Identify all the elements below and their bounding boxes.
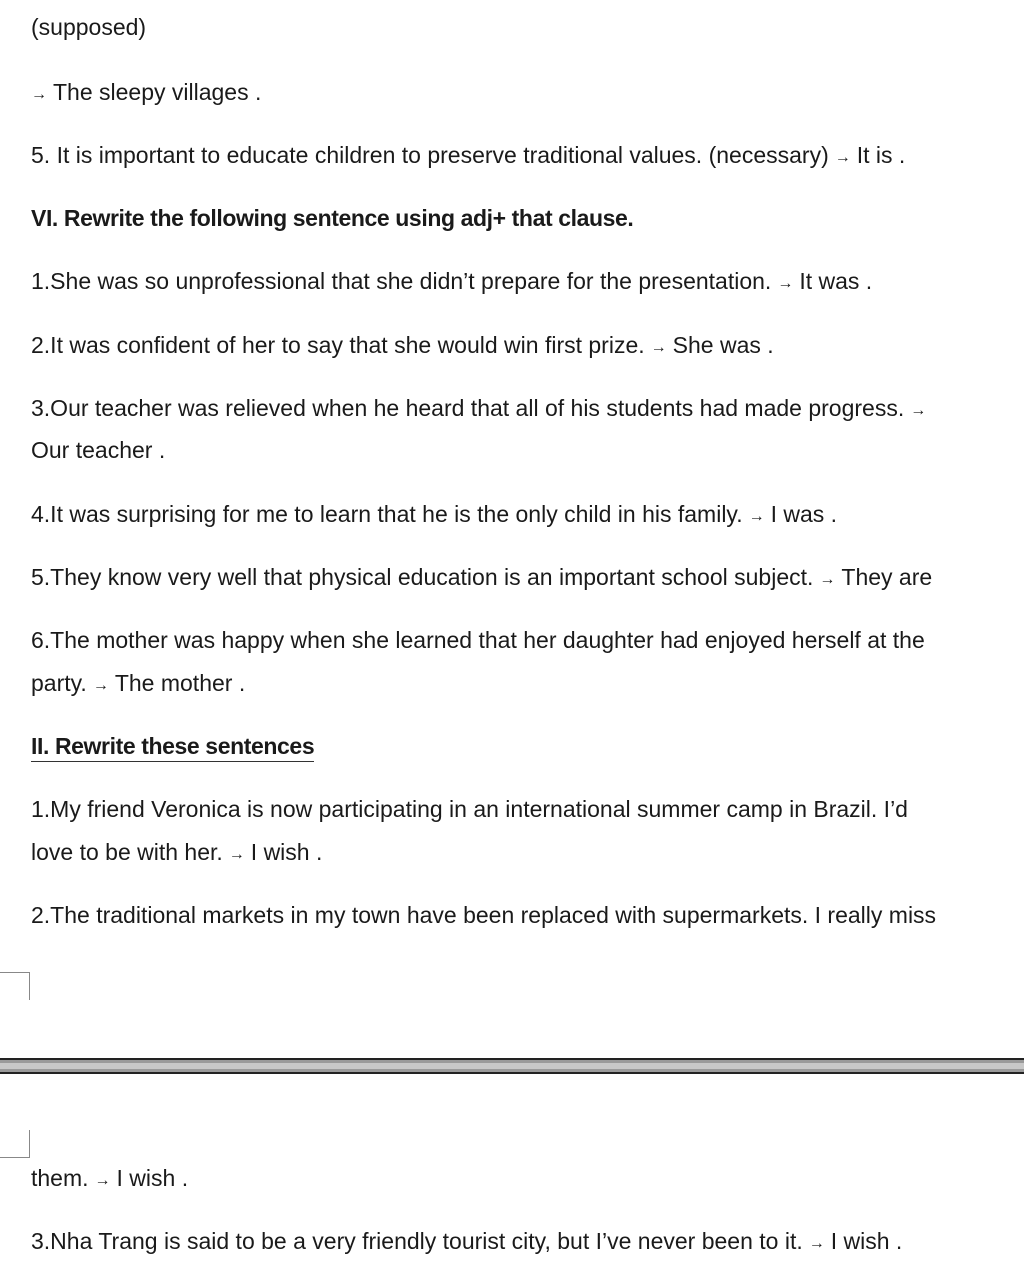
right-arrow-icon: → xyxy=(92,677,109,694)
right-arrow-icon: → xyxy=(819,571,836,588)
right-arrow-icon: → xyxy=(834,149,851,166)
exercise-item-continued: them. → I wish . xyxy=(31,1165,189,1191)
right-arrow-icon: → xyxy=(31,86,47,103)
exercise-item: 3.Our teacher was relieved when he heard that all of his students had made progress. → xyxy=(31,395,927,421)
section-heading-ii: II. Rewrite these sentences xyxy=(31,731,314,761)
exercise-item: 1.She was so unprofessional that she didn’t prepare for the presentation. → It was . xyxy=(31,268,873,294)
right-arrow-icon: → xyxy=(650,339,667,356)
exercise-item: 2.The traditional markets in my town have been replaced with supermarkets. I really miss xyxy=(31,902,937,928)
page-break-divider xyxy=(0,1058,1024,1074)
exercise-item: 4.It was surprising for me to learn that he is the only child in his family. → I was . xyxy=(31,501,838,527)
right-arrow-icon: → xyxy=(748,508,765,525)
exercise-item: 3.Nha Trang is said to be a very friendly tourist city, but I’ve never been to it. → I wish . xyxy=(31,1228,903,1254)
right-arrow-icon: → xyxy=(808,1235,825,1252)
exercise-item-continued: love to be with her. → I wish . xyxy=(31,839,323,865)
page-corner-mark xyxy=(0,972,30,1000)
exercise-item: 1.My friend Veronica is now participating in an international summer camp in Brazil. I’d xyxy=(31,796,908,822)
exercise-item: 2.It was confident of her to say that she would win first prize. → She was . xyxy=(31,332,774,358)
exercise-item: 5.They know very well that physical education is an important school subject. → They are xyxy=(31,564,933,590)
text-line: (supposed) xyxy=(31,14,147,40)
exercise-item: 6.The mother was happy when she learned that her daughter had enjoyed herself at the xyxy=(31,627,925,653)
right-arrow-icon: → xyxy=(94,1172,111,1189)
right-arrow-icon: → xyxy=(228,846,245,863)
exercise-item-continued: Our teacher . xyxy=(31,437,166,463)
text-line: → The sleepy villages . xyxy=(31,79,262,105)
right-arrow-icon: → xyxy=(777,275,794,292)
page-corner-mark xyxy=(0,1130,30,1158)
right-arrow-icon: → xyxy=(910,402,927,419)
exercise-item-continued: party. → The mother . xyxy=(31,670,246,696)
section-heading-vi: VI. Rewrite the following sentence using adj+ that clause. xyxy=(31,205,634,231)
exercise-item: 5. It is important to educate children to preserve traditional values. (necessary) → It is . xyxy=(31,142,906,168)
